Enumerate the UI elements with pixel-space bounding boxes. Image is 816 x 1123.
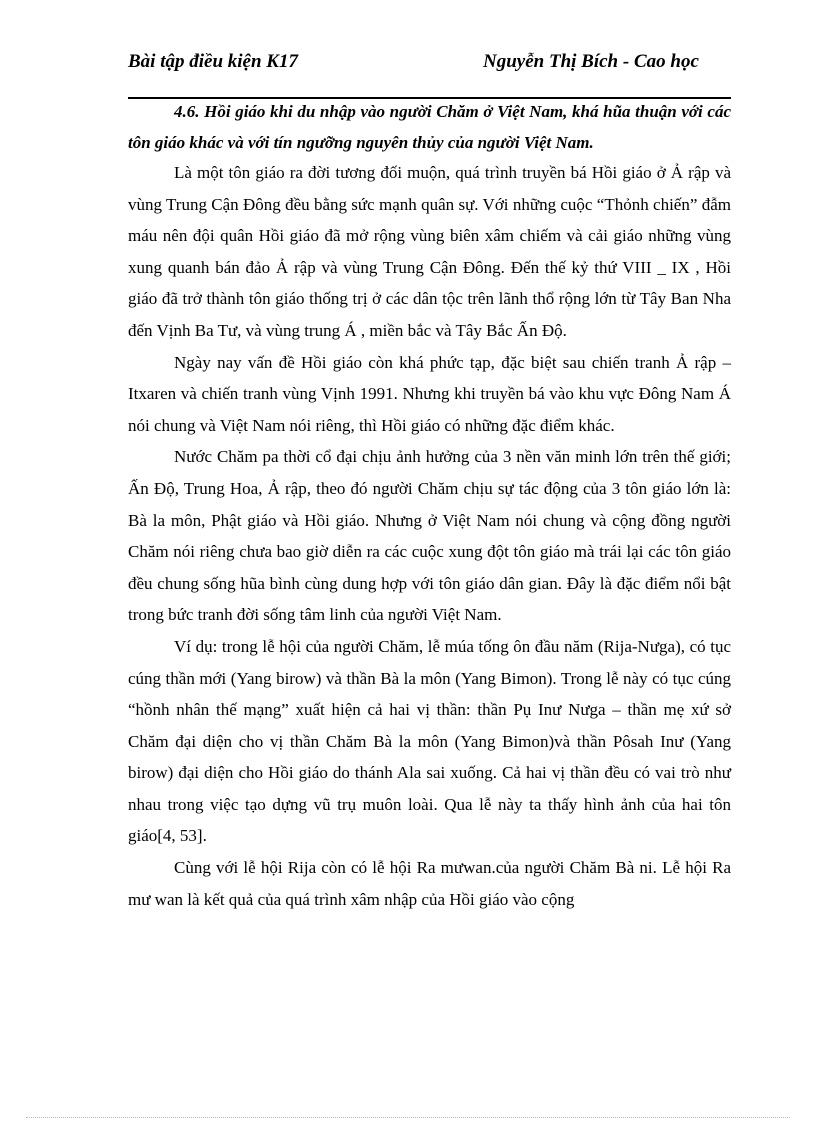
paragraph-5: Cùng với lễ hội Rija còn có lễ hội Ra mưwan.của người Chăm Bà ni. Lễ hội Ra mư wan là kết quả của quá trình xâm nhập của Hồi giáo vào cộng [128,858,731,909]
header-course-label: Bài tập điều kiện K17 [128,51,298,72]
header-author-label: Nguyễn Thị Bích - Cao học [483,51,699,72]
paragraph-4: Ví dụ: trong lễ hội của người Chăm, lễ múa tống ôn đầu năm (Rija-Nưga), có tục cúng thần mới (Yang birow) và thần Bà la môn (Yang Bimon). Trong lễ này có tục cúng “hồnh nhân thế mạng” xuất hiện cả hai vị thần: thần Pụ Inư Nưga – thần mẹ xứ sở Chăm đại diện cho vị thần Chăm Bà la môn (Yang Bimon)và thần Pôsah Inư (Yang birow) đại diện cho Hồi giáo do thánh Ala sai xuống. Cả hai vị thần đều có vai trò như nhau trong việc tạo dựng vũ trụ muôn loài. Qua lễ này ta thấy hình ảnh của hai tôn giáo[4, 53]. [128,636,731,846]
paragraph-2: Ngày nay vấn đề Hồi giáo còn khá phức tạp, đặc biệt sau chiến tranh Ả rập – Itxaren và chiến tranh vùng Vịnh 1991. Nhưng khi truyền bá vào khu vực Đông Nam Á nói chung và Việt Nam nói riêng, thì Hồi giáo có những đặc điểm khác. [128,352,731,435]
paragraph-1: Là một tôn giáo ra đời tương đối muộn, quá trình truyền bá Hồi giáo ở Ả rập và vùng Trung Cận Đông đều bằng sức mạnh quân sự. Với những cuộc “Thỏnh chiến” đẫm máu nên đội quân Hồi giáo đã mở rộng vùng biên xâm chiếm và cải giáo những vùng xung quanh bán đảo Ả rập và vùng Trung Cận Đông. Đến thế kỷ thứ VIII _ IX , Hồi giáo đã trở thành tôn giáo thống trị ở các dân tộc trên lãnh thổ rộng lớn từ Tây Ban Nha đến Vịnh Ba Tư, và vùng trung Á , miền bắc và Tây Bắc Ấn Độ. [128,163,731,340]
paragraph-3: Nước Chăm pa thời cổ đại chịu ảnh hưởng của 3 nền văn minh lớn trên thế giới; Ấn Độ, Trung Hoa, Ả rập, theo đó người Chăm chịu sự tác động của 3 tôn giáo lớn là: Bà la môn, Phật giáo và Hồi giáo. Nhưng ở Việt Nam nói chung và cộng đồng người Chăm nói riêng chưa bao giờ diễn ra các cuộc xung đột tôn giáo mà trái lại các tôn giáo đều chung sống hũa bình cùng dung hợp với tôn giáo dân gian. Đây là đặc điểm nổi bật trong bức tranh đời sống tâm linh của người Việt Nam. [128,447,731,625]
body-text [128,157,731,915]
section-heading: 4.6. Hồi giáo khi du nhập vào người Chăm ở Việt Nam, khá hũa thuận với các tôn giáo khác và với tín ngưỡng nguyên thủy của người Việt Nam. [128,102,731,152]
page-bottom-border [26,1117,790,1118]
